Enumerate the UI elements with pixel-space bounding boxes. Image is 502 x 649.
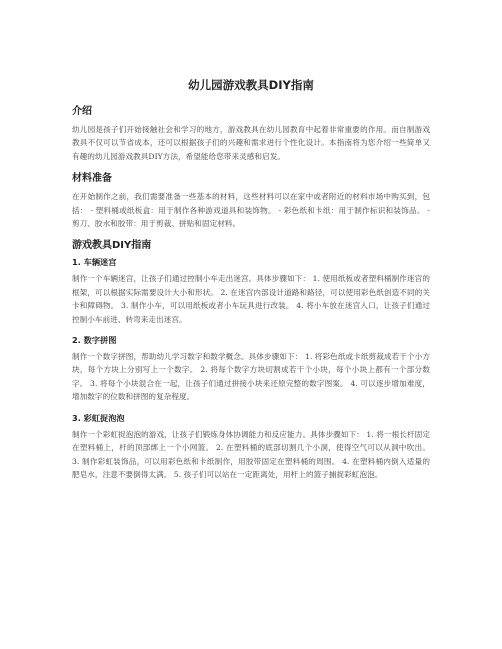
paragraph-vehicle-maze: 制作一个车辆迷宫，让孩子们通过控制小车走出迷宫。具体步骤如下： 1. 使用纸板或者塑料桶制作迷宫的框架，可以根据实际需要设计大小和形状。 2. 在迷宫内部设计道路和路径，可以使用彩色纸创造不同的关卡和障碍物。 3. 制作小车，可以用纸板或者小车玩具进行改装。 4. 将小车放在迷宫入口，让孩子们通过控制小车前进、转弯来走出迷宫。 xyxy=(72,274,430,324)
document-page xyxy=(72,78,430,490)
section-paragraph-intro: 幼儿园是孩子们开始接触社会和学习的地方，游戏教具在幼儿园教育中起着非常重要的作用。而自制游戏教具不仅可以节省成本，还可以根据孩子们的兴趣和需求进行个性化设计。本指南将为您介绍一些简单又有趣的幼儿园游戏教具DIY方法，希望能给您带来灵感和启发。 xyxy=(72,125,430,161)
document-title: 幼儿园游戏教具DIY指南 xyxy=(188,78,314,92)
paragraph-number-puzzle: 制作一个数字拼图，帮助幼儿学习数字和数学概念。具体步骤如下： 1. 将彩色纸或卡纸剪裁成若干个小方块，每个方块上分别写上一个数字。 2. 将每个数字方块切割成若干个小块，每个小块上都有一个部分数字。 3. 将每个小块混合在一起，让孩子们通过拼接小块来还原完整的数字图案。 4. 可以逐步增加难度，增加数字的位数和拼图的复杂程度。 xyxy=(72,352,430,402)
subheading-vehicle-maze: 1. 车辆迷宫 xyxy=(72,257,117,268)
paragraph-rainbow-bubbles: 制作一个彩虹捉泡泡的游戏，让孩子们锻炼身体协调能力和反应能力。具体步骤如下： 1. 将一根长杆固定在塑料桶上，杆的顶部绑上一个小网篮。 2. 在塑料桶的底部切割几个小洞，使得空气可以从洞中吹出。 3. 制作彩虹装饰品，可以用彩色纸和卡纸制作，用胶带固定在塑料桶的周围。 4. 在塑料桶内倒入适量的肥皂水，注意不要倒得太满。 5. 孩子们可以站在一定距离处，用杆上的篮子捕捉彩虹泡泡。 xyxy=(72,429,430,479)
section-heading-materials: 材料准备 xyxy=(72,173,112,185)
section-heading-intro: 介绍 xyxy=(72,106,92,117)
section-paragraph-materials: 在开始制作之前，我们需要准备一些基本的材料，这些材料可以在家中或者附近的材料市场中购买到，包括： - 塑料桶或纸板盒：用于制作各种游戏道具和装饰物。 - 彩色纸和卡纸：用于制作标识和装饰品。 - 剪刀、胶水和胶带：用于剪裁、拼贴和固定材料。 xyxy=(72,192,430,229)
section-heading-guide: 游戏教具DIY指南 xyxy=(72,240,152,252)
subheading-number-puzzle: 2. 数字拼图 xyxy=(72,335,117,346)
subheading-rainbow-bubbles: 3. 彩虹捉泡泡 xyxy=(72,412,125,423)
